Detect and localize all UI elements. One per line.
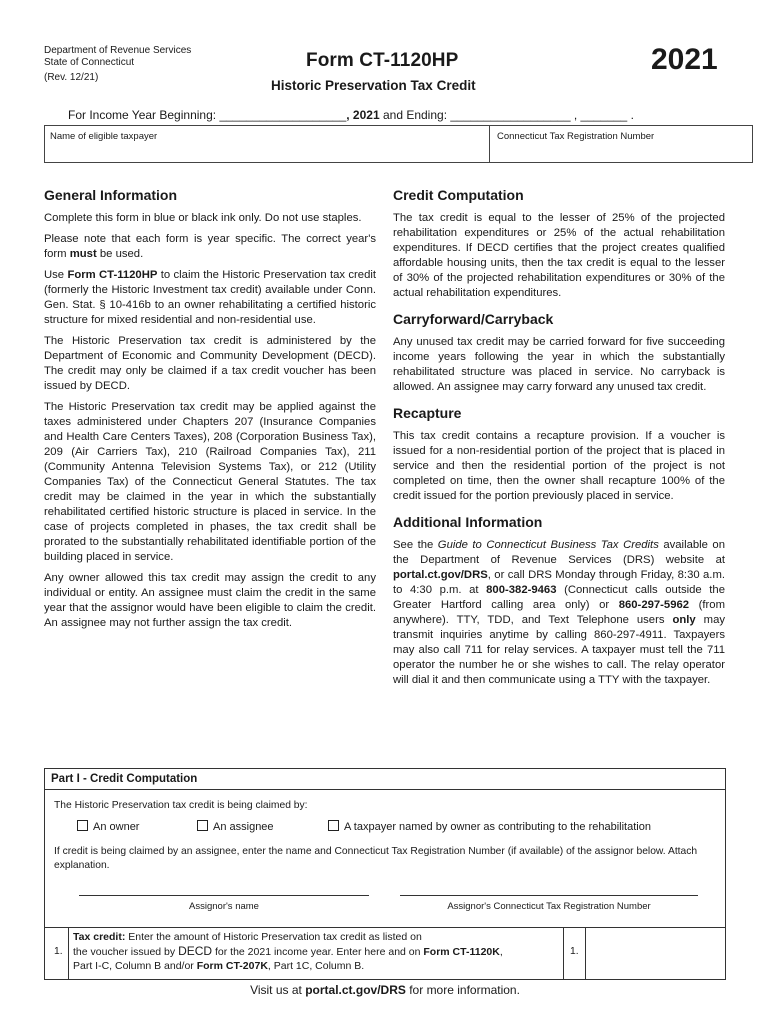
general-info-p2: Please note that each form is year specific. The correct year's form must be used. xyxy=(44,233,376,260)
owner-label: An owner xyxy=(93,821,140,833)
part1-heading: Part I - Credit Computation xyxy=(45,769,725,790)
income-year-begin-field[interactable]: ___________________ xyxy=(219,108,347,122)
line1-box-left-rule xyxy=(563,927,564,979)
option-taxpayer[interactable] xyxy=(328,820,651,833)
additional-info-p1: See the Guide to Connecticut Business Tax Credits available on the Department of Revenue Services (DRS) website at portal.ct.gov/DRS, or call DRS Monday through Friday, 8:30 a.m. to 4:30 p.m. at 800-382-9463 (Connecticut calls outside the Greater Hartford calling area only) or 860-297-5962 (from anywhere). TTY, TDD, and Text Telephone users only may transmit inquiries anytime by calling 860-297-4911. Taxpayers may also call 711 for relay services. A taxpayer must tell the 711 operator the number he or she wishes to call. The relay operator will dial it and then communicate using a TTY with the taxpayer. xyxy=(393,539,725,686)
additional-info-heading: Additional Information xyxy=(393,514,543,530)
income-year-end-year-field[interactable]: , _______ . xyxy=(570,108,634,122)
general-info-p6: Any owner allowed this tax credit may assign the credit to any individual or entity. An assignee must claim the credit in the same year that the assignor would have been eligible to claim the credit. An assignee may not further assign the tax credit. xyxy=(44,572,376,629)
department-name: Department of Revenue Services xyxy=(44,45,192,56)
footer-link[interactable]: portal.ct.gov/DRS xyxy=(305,983,406,997)
assignor-reg-field[interactable] xyxy=(400,895,698,896)
option-assignee[interactable] xyxy=(197,820,274,833)
general-information-section xyxy=(44,187,376,637)
taxpayer-reg-field[interactable] xyxy=(493,144,748,160)
right-column xyxy=(393,187,725,694)
footer-text: Visit us at portal.ct.gov/DRS for more information. xyxy=(250,983,520,997)
drs-website-link[interactable]: portal.ct.gov/DRS xyxy=(393,569,488,581)
line1-amount-field[interactable] xyxy=(586,928,725,979)
part1-box xyxy=(44,768,726,980)
assignee-note: If credit is being claimed by an assignee, enter the name and Connecticut Tax Registration Number (if available) of the assignor below. Attach explanation. xyxy=(54,846,698,871)
drs-phone-2: 860-297-5962 xyxy=(618,599,690,611)
income-year-line xyxy=(68,108,634,122)
taxpayer-reg-label: Connecticut Tax Registration Number xyxy=(497,131,655,142)
recapture-p1: This tax credit contains a recapture provision. If a voucher is issued for a non-residential portion of the project that is placed in service and then the residential portion of the project is not completed on time, then the owner shall recapture 100% of the credit issued for the portion previously placed in service. xyxy=(393,430,725,502)
line1-num-divider xyxy=(68,927,69,979)
line1-box-number: 1. xyxy=(570,946,579,957)
credit-computation-heading: Credit Computation xyxy=(393,187,524,203)
owner-checkbox[interactable] xyxy=(77,820,88,831)
assignor-name-field[interactable] xyxy=(79,895,369,896)
general-info-heading: General Information xyxy=(44,187,178,203)
claimed-by-label: The Historic Preservation tax credit is being claimed by: xyxy=(54,800,308,811)
income-year-value: , 2021 xyxy=(346,108,380,122)
income-year-end-field[interactable]: __________________ xyxy=(450,108,571,122)
line1-number: 1. xyxy=(54,946,63,957)
line1-instructions: Tax credit: Enter the amount of Historic Preservation tax credit as listed on the voucher issued by DECD for the 2021 income year. Enter here and on Form CT-1120K, Part I-C, Column B and/or Form CT-207K, Part 1C, Column B. xyxy=(73,931,503,972)
assignor-name-label: Assignor's name xyxy=(189,901,259,912)
general-info-p5: The Historic Preservation tax credit may be applied against the taxes administered under Chapters 207 (Insurance Companies and Health Care Centers Taxes), 208 (Corporation Business Tax), 209 (Air Carriers Tax), 210 (Railroad Companies Tax), 211 (Community Antenna Television Systems Tax), or 212 (Utility Companies Tax) of the Connecticut General Statutes. The tax credit may be claimed in the year in which the substantially rehabilitated certified historic structure is placed in service. In the case of projects completed in phases, the tax credit shall be prorated to the substantially rehabilitated identifiable portion of the building placed in service. xyxy=(44,401,376,563)
income-year-prefix: For Income Year Beginning: xyxy=(68,108,217,122)
taxpayer-name-label: Name of eligible taxpayer xyxy=(50,131,158,142)
form-title: Form CT-1120HP xyxy=(306,50,459,71)
taxpayer-label: A taxpayer named by owner as contributing to the rehabilitation xyxy=(344,821,651,833)
tax-year: 2021 xyxy=(651,43,718,76)
credit-computation-p1: The tax credit is equal to the lesser of 25% of the projected rehabilitation expenditures or 25% of the actual rehabilitation expenditures. If DECD certifies that the project creates qualified affordable housing units, then the tax credit is equal to the lesser of 30% of the projected rehabilitation expenditures or 30% of the actual rehabilitation expenditures. xyxy=(393,212,725,299)
option-owner[interactable] xyxy=(77,820,139,833)
taxpayer-name-field[interactable] xyxy=(47,144,487,160)
carryforward-heading: Carryforward/Carryback xyxy=(393,311,554,327)
general-info-p1: Complete this form in blue or black ink only. Do not use staples. xyxy=(44,212,362,224)
assignor-reg-label: Assignor's Connecticut Tax Registration Number xyxy=(447,901,651,912)
assignee-label: An assignee xyxy=(213,821,274,833)
carryforward-p1: Any unused tax credit may be carried forward for five succeeding income years following the year in which the substantially rehabilitated structure was placed in service. No carryback is allowed. An assignee may carry forward any unused tax credit. xyxy=(393,336,725,393)
taxpayer-box-divider xyxy=(489,126,490,162)
form-subtitle: Historic Preservation Tax Credit xyxy=(271,78,476,93)
general-info-p3: Use Form CT-1120HP to claim the Historic Preservation tax credit (formerly the Historic Investment tax credit) available under Conn. Gen. Stat. § 10-416b to an owner rehabilitating a certified historic structure for mixed residential and non-residential use. xyxy=(44,269,377,326)
state-name: State of Connecticut xyxy=(44,57,135,68)
general-info-p4: The Historic Preservation tax credit is administered by the Department of Economic and Community Development (DECD). The credit may only be claimed if a tax credit voucher has been issued by DECD. xyxy=(44,335,376,392)
income-year-ending-label: and Ending: xyxy=(379,108,448,122)
drs-phone-1: 800-382-9463 xyxy=(486,584,557,596)
revision-date: (Rev. 12/21) xyxy=(44,72,99,83)
recapture-heading: Recapture xyxy=(393,405,462,421)
taxpayer-info-box xyxy=(44,125,753,163)
taxpayer-checkbox[interactable] xyxy=(328,820,339,831)
assignee-checkbox[interactable] xyxy=(197,820,208,831)
